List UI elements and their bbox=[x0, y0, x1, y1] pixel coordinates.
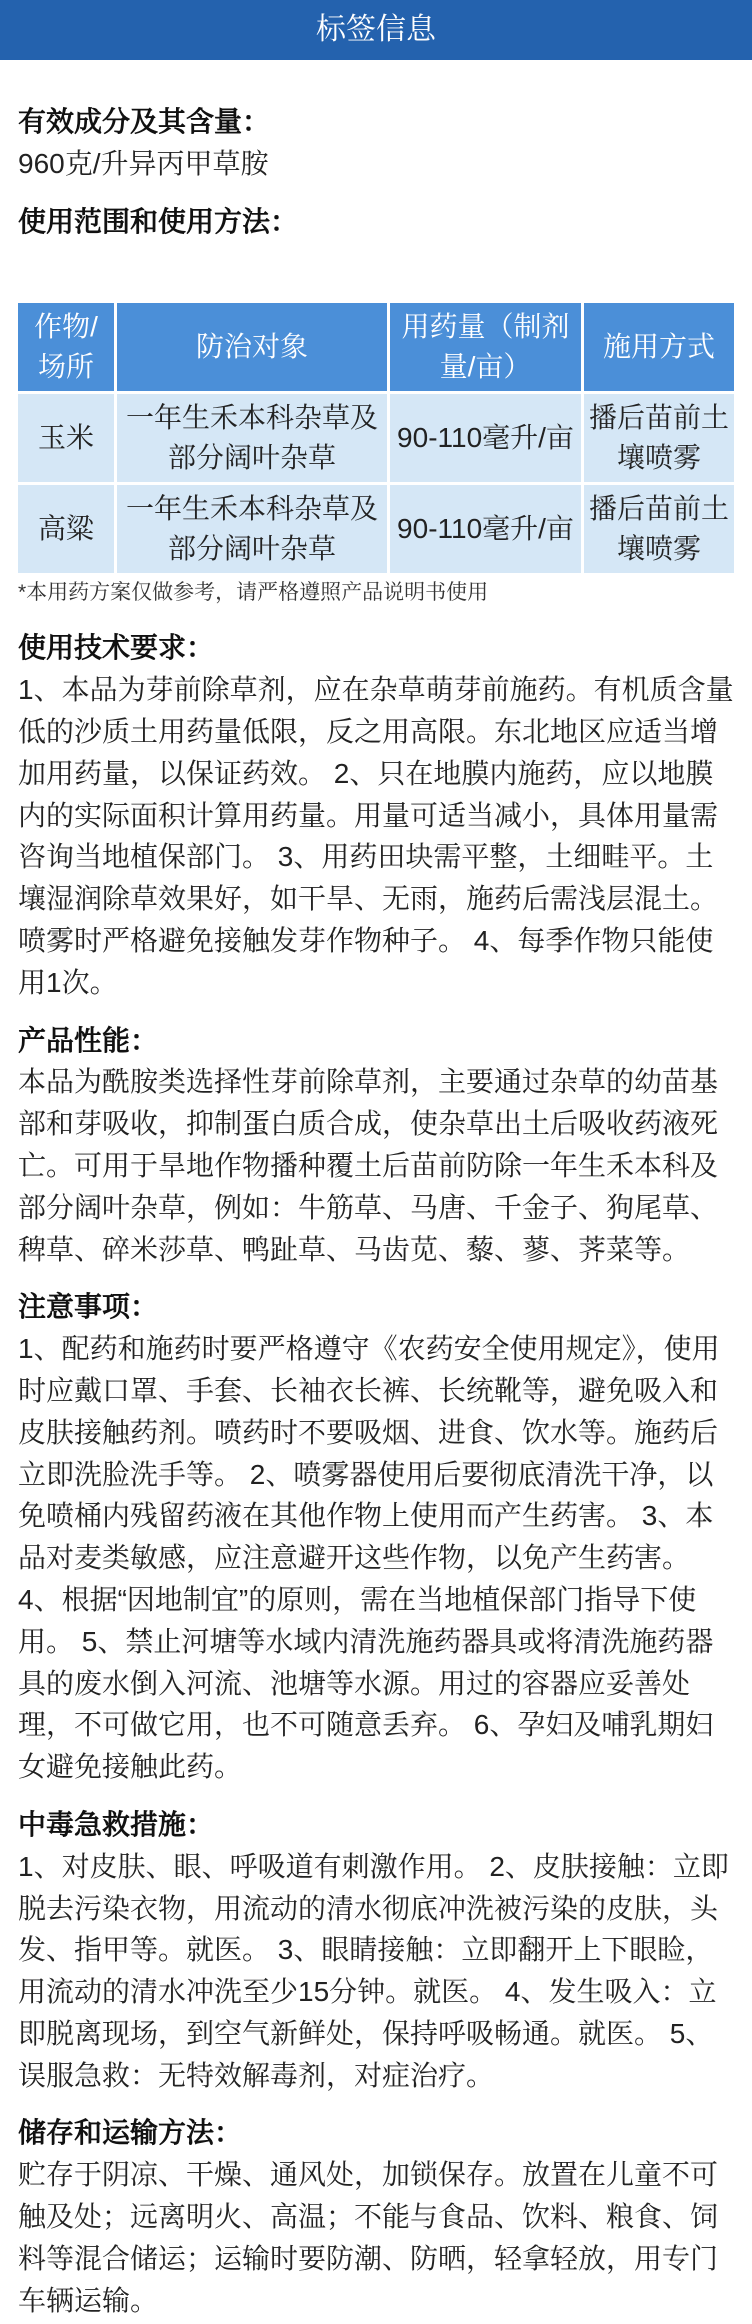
active-ingredient-section bbox=[18, 101, 736, 185]
table-row bbox=[18, 394, 734, 482]
dosage-cell: 90-110毫升/亩 bbox=[390, 394, 581, 482]
usage-heading: 使用范围和使用方法： bbox=[18, 205, 299, 237]
section-heading: 中毒急救措施： bbox=[18, 1808, 215, 1840]
dosage-note: *本用药方案仅做参考，请严格遵照产品说明书使用 bbox=[18, 581, 489, 605]
table-row bbox=[18, 485, 734, 573]
first-aid-section bbox=[18, 1804, 736, 2097]
table-header-target: 防治对象 bbox=[117, 303, 387, 391]
storage-transport-section bbox=[18, 2112, 736, 2321]
product-performance-section bbox=[18, 1020, 736, 1271]
title-bar bbox=[0, 0, 752, 60]
table-header-row bbox=[18, 303, 734, 391]
section-heading: 注意事项： bbox=[18, 1291, 159, 1323]
section-text: 贮存于阴凉、干燥、通风处，加锁保存。放置在儿童不可触及处；远离明火、高温；不能与食品、饮料、粮食、饲料等混合储运；运输时要防潮、防晒，轻拿轻放，用专门车辆运输。 bbox=[18, 2159, 719, 2316]
section-text: 本品为酰胺类选择性芽前除草剂，主要通过杂草的幼苗基部和芽吸收，抑制蛋白质合成，使杂草出土后吸收药液死亡。可用于旱地作物播种覆土后苗前防除一年生禾本科及部分阔叶杂草，例如：牛筋草、马唐、千金子、狗尾草、稗草、碎米莎草、鸭趾草、马齿苋、藜、蓼、荠菜等。 bbox=[18, 1066, 719, 1265]
section-heading: 储存和运输方法： bbox=[18, 2117, 243, 2149]
method-cell: 播后苗前土壤喷雾 bbox=[584, 485, 734, 573]
crop-cell: 高粱 bbox=[18, 485, 114, 573]
section-text: 1、本品为芽前除草剂，应在杂草萌芽前施药。有机质含量低的沙质土用药量低限，反之用高限。东北地区应适当增加用药量，以保证药效。 2、只在地膜内施药，应以地膜内的实际面积计算用药量。用量可适当减小，具体用量需咨询当地植保部门。 3、用药田块需平整，土细畦平。土壤湿润除草效果好，如干旱、无雨，施药后需浅层混土。喷雾时严格避免接触发芽作物种子。 4、每季作物只能使用1次。 bbox=[18, 674, 734, 998]
precautions-section bbox=[18, 1286, 736, 1788]
active-ingredient-heading: 有效成分及其含量： bbox=[18, 106, 271, 137]
method-cell: 播后苗前土壤喷雾 bbox=[584, 394, 734, 482]
dosage-cell: 90-110毫升/亩 bbox=[390, 485, 581, 573]
label-content bbox=[18, 60, 736, 2321]
usage-section bbox=[18, 201, 736, 608]
section-text: 1、配药和施药时要严格遵守《农药安全使用规定》，使用时应戴口罩、手套、长袖衣长裤、长统靴等，避免吸入和皮肤接触药剂。喷药时不要吸烟、进食、饮水等。施药后立即洗脸洗手等。 2、喷雾器使用后要彻底清洗干净，以免喷桶内残留药液在其他作物上使用而产生药害。 3、本品对麦类敏感，应注意避开这些作物，以免产生药害。 4、根据“因地制宜”的原则，需在当地植保部门指导下使用。 5、禁止河塘等水域内清洗施药器具或将清洗施药器具的废水倒入河流、池塘等水源。用过的容器应妥善处理，不可做它用，也不可随意丢弃。 6、孕妇及哺乳期妇女避免接触此药。 bbox=[18, 1333, 720, 1783]
technical-requirements-section bbox=[18, 627, 736, 1003]
active-ingredient-value: 960克/升异丙甲草胺 bbox=[18, 147, 269, 179]
table-header-crop: 作物/场所 bbox=[18, 303, 114, 391]
section-heading: 使用技术要求： bbox=[18, 632, 215, 664]
table-header-dosage: 用药量（制剂量/亩） bbox=[390, 303, 581, 391]
target-cell: 一年生禾本科杂草及部分阔叶杂草 bbox=[117, 485, 387, 573]
table-header-method: 施用方式 bbox=[584, 303, 734, 391]
page-title: 标签信息 bbox=[316, 13, 436, 46]
dosage-table bbox=[15, 300, 737, 576]
crop-cell: 玉米 bbox=[18, 394, 114, 482]
section-heading: 产品性能： bbox=[18, 1024, 159, 1056]
target-cell: 一年生禾本科杂草及部分阔叶杂草 bbox=[117, 394, 387, 482]
section-text: 1、对皮肤、眼、呼吸道有刺激作用。 2、皮肤接触：立即脱去污染衣物，用流动的清水彻底冲洗被污染的皮肤，头发、指甲等。就医。 3、眼睛接触：立即翻开上下眼睑，用流动的清水冲洗至少15分钟。就医。 4、发生吸入：立即脱离现场，到空气新鲜处，保持呼吸畅通。就医。 5、误服急救：无特效解毒剂，对症治疗。 bbox=[18, 1850, 729, 2091]
